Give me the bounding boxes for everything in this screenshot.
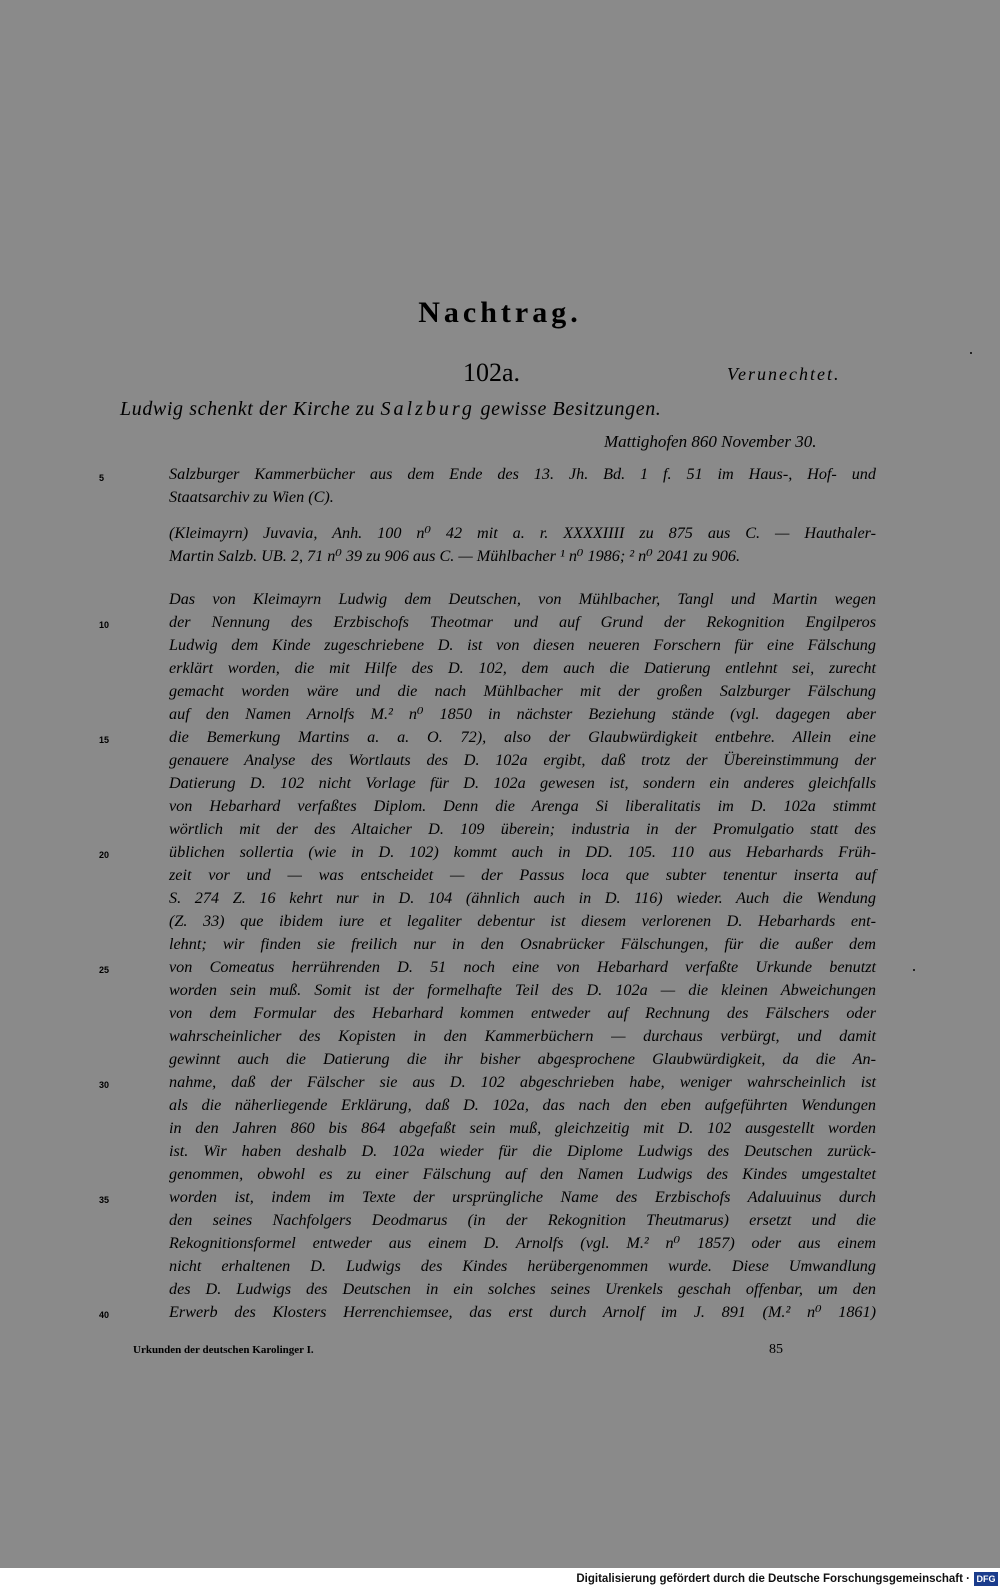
text-line: Staatsarchiv zu Wien (C). xyxy=(169,488,334,506)
text-line: (Kleimayrn) Juvavia, Anh. 100 n⁰ 42 mit a. r. XXXXIIII zu 875 aus C. — Hauthaler- xyxy=(169,524,876,542)
text-line: Rekognitionsformel entweder aus einem D. Arnolfs (vgl. M.² n⁰ 1857) oder aus einem xyxy=(169,1234,876,1252)
text-line: worden ist, indem im Texte der ursprüngliche Name des Erzbischofs Adaluuinus durch xyxy=(169,1188,876,1206)
text-line: Martin Salzb. UB. 2, 71 n⁰ 39 zu 906 aus C. — Mühlbacher ¹ n⁰ 1986; ² n⁰ 2041 zu 906. xyxy=(169,547,741,565)
text-line: wörtlich mit der des Altaicher D. 109 überein; industria in der Promulgatio statt des xyxy=(169,820,876,838)
text-line: S. 274 Z. 16 kehrt nur in D. 104 (ähnlich auch in D. 116) wieder. Auch die Wendung xyxy=(169,889,876,907)
text-line: ist. Wir haben deshalb D. 102a wieder für die Diplome Ludwigs des Deutschen zurück- xyxy=(169,1142,876,1160)
paragraph xyxy=(169,588,876,1324)
text-line: von Comeatus herrührenden D. 51 noch eine von Hebarhard verfaßte Urkunde benutzt xyxy=(169,958,876,976)
text-line: den seines Nachfolgers Deodmarus (in der Rekognition Theutmarus) ersetzt und die xyxy=(169,1211,876,1229)
document-number: 102a. xyxy=(463,358,521,387)
text-line: genommen, obwohl es zu einer Fälschung auf den Namen Ludwigs des Kindes umgestaltet xyxy=(169,1165,876,1183)
paragraph xyxy=(169,463,876,509)
margin-line-number: 40 xyxy=(99,1310,110,1320)
text-line: die Bemerkung Martins a. a. O. 72), also der Glaubwürdigkeit entbehre. Allein eine xyxy=(169,728,876,746)
text-line: üblichen sollertia (wie in D. 102) kommt auch in DD. 105. 110 aus Hebarhards Früh- xyxy=(169,843,876,861)
text-line: Das von Kleimayrn Ludwig dem Deutschen, von Mühlbacher, Tangl und Martin wegen xyxy=(169,590,876,608)
scan-speck xyxy=(913,969,915,971)
document-summary xyxy=(120,398,661,421)
margin-line-number: 30 xyxy=(99,1080,110,1090)
margin-line-number: 20 xyxy=(99,850,110,860)
text-line: gewinnt auch die Datierung die ihr bisher abgesprochene Glaubwürdigkeit, da die An- xyxy=(169,1050,876,1068)
text-line: nahme, daß der Fälscher sie aus D. 102 abgeschrieben habe, weniger wahrscheinlich ist xyxy=(169,1073,876,1091)
margin-line-number: 15 xyxy=(99,735,110,745)
text-line: (Z. 33) que ibidem iure et legaliter debentur ist diesem verlorenen D. Hebarhards ent- xyxy=(169,912,876,930)
text-line: zeit vor und — was entscheidet — der Passus loca que subter tenentur inserta auf xyxy=(169,866,876,884)
summary-place: Salzburg xyxy=(380,398,475,420)
text-line: in den Jahren 860 bis 864 abgefaßt sein muß, gleichzeitig mit D. 102 ausgestellt worden xyxy=(169,1119,876,1137)
text-line: Ludwig dem Kinde zugeschriebene D. ist von diesen neueren Forschern für eine Fälschung xyxy=(169,636,876,654)
text-line: als die näherliegende Erklärung, daß D. 102a, das nach den eben aufgeführten Wendungen xyxy=(169,1096,876,1114)
margin-line-number: 25 xyxy=(99,965,110,975)
text-line: worden sein muß. Somit ist der formelhafte Teil des D. 102a — die kleinen Abweichungen xyxy=(169,981,876,999)
credit-text: Digitalisierung gefördert durch die Deutsche Forschungsgemeinschaft · xyxy=(576,1573,970,1585)
text-line: von Hebarhard verfaßtes Diplom. Denn die Arenga Si liberalitatis im D. 102a stimmt xyxy=(169,797,876,815)
authenticity-status: Verunechtet. xyxy=(727,364,841,384)
page-title: Nachtrag. xyxy=(418,296,582,329)
text-line: Salzburger Kammerbücher aus dem Ende des 13. Jh. Bd. 1 f. 51 im Haus-, Hof- und xyxy=(169,465,876,483)
text-line: der Nennung des Erzbischofs Theotmar und auf Grund der Rekognition Engilperos xyxy=(169,613,876,631)
dfg-logo: DFG xyxy=(974,1572,998,1586)
text-line: wahrscheinlicher des Kopisten in den Kammerbüchern — durchaus verbürgt, und damit xyxy=(169,1027,876,1045)
summary-text-pre: Ludwig schenkt der Kirche zu xyxy=(120,398,381,420)
paragraph xyxy=(169,522,876,568)
margin-line-number: 5 xyxy=(99,473,105,483)
text-line: lehnt; wir finden sie freilich nur in den Osnabrücker Fälschungen, für die außer dem xyxy=(169,935,876,953)
text-line: genauere Analyse des Wortlauts des D. 102a ergibt, daß trotz der Übereinstimmung der xyxy=(169,751,876,769)
text-line: erklärt worden, die mit Hilfe des D. 102, dem auch die Datierung entlehnt sei, zurecht xyxy=(169,659,876,677)
margin-line-number: 35 xyxy=(99,1195,110,1205)
text-line: von dem Formular des Hebarhard kommen entweder auf Rechnung des Fälschers oder xyxy=(169,1004,876,1022)
document-dateline: Mattighofen 860 November 30. xyxy=(604,432,817,451)
summary-text-post: gewisse Besitzungen. xyxy=(474,398,662,420)
text-line: auf den Namen Arnolfs M.² n⁰ 1850 in nächster Beziehung stände (vgl. dagegen aber xyxy=(169,705,876,723)
scan-speck xyxy=(970,352,972,354)
text-line: gemacht worden wäre und die nach Mühlbacher mit der großen Salzburger Fälschung xyxy=(169,682,876,700)
footer-page-number: 85 xyxy=(769,1342,783,1357)
text-line: nicht erhaltenen D. Ludwigs des Kindes herübergenommen wurde. Diese Umwandlung xyxy=(169,1257,876,1275)
text-line: des D. Ludwigs des Deutschen in ein solches seines Urenkels geschah offenbar, um den xyxy=(169,1280,876,1298)
footer-source: Urkunden der deutschen Karolinger I. xyxy=(133,1344,314,1356)
text-line: Datierung D. 102 nicht Vorlage für D. 102a gewesen ist, sondern ein anderes gleichfalls xyxy=(169,774,876,792)
text-line: Erwerb des Klosters Herrenchiemsee, das erst durch Arnolf im J. 891 (M.² n⁰ 1861) xyxy=(169,1303,876,1321)
margin-line-number: 10 xyxy=(99,620,110,630)
